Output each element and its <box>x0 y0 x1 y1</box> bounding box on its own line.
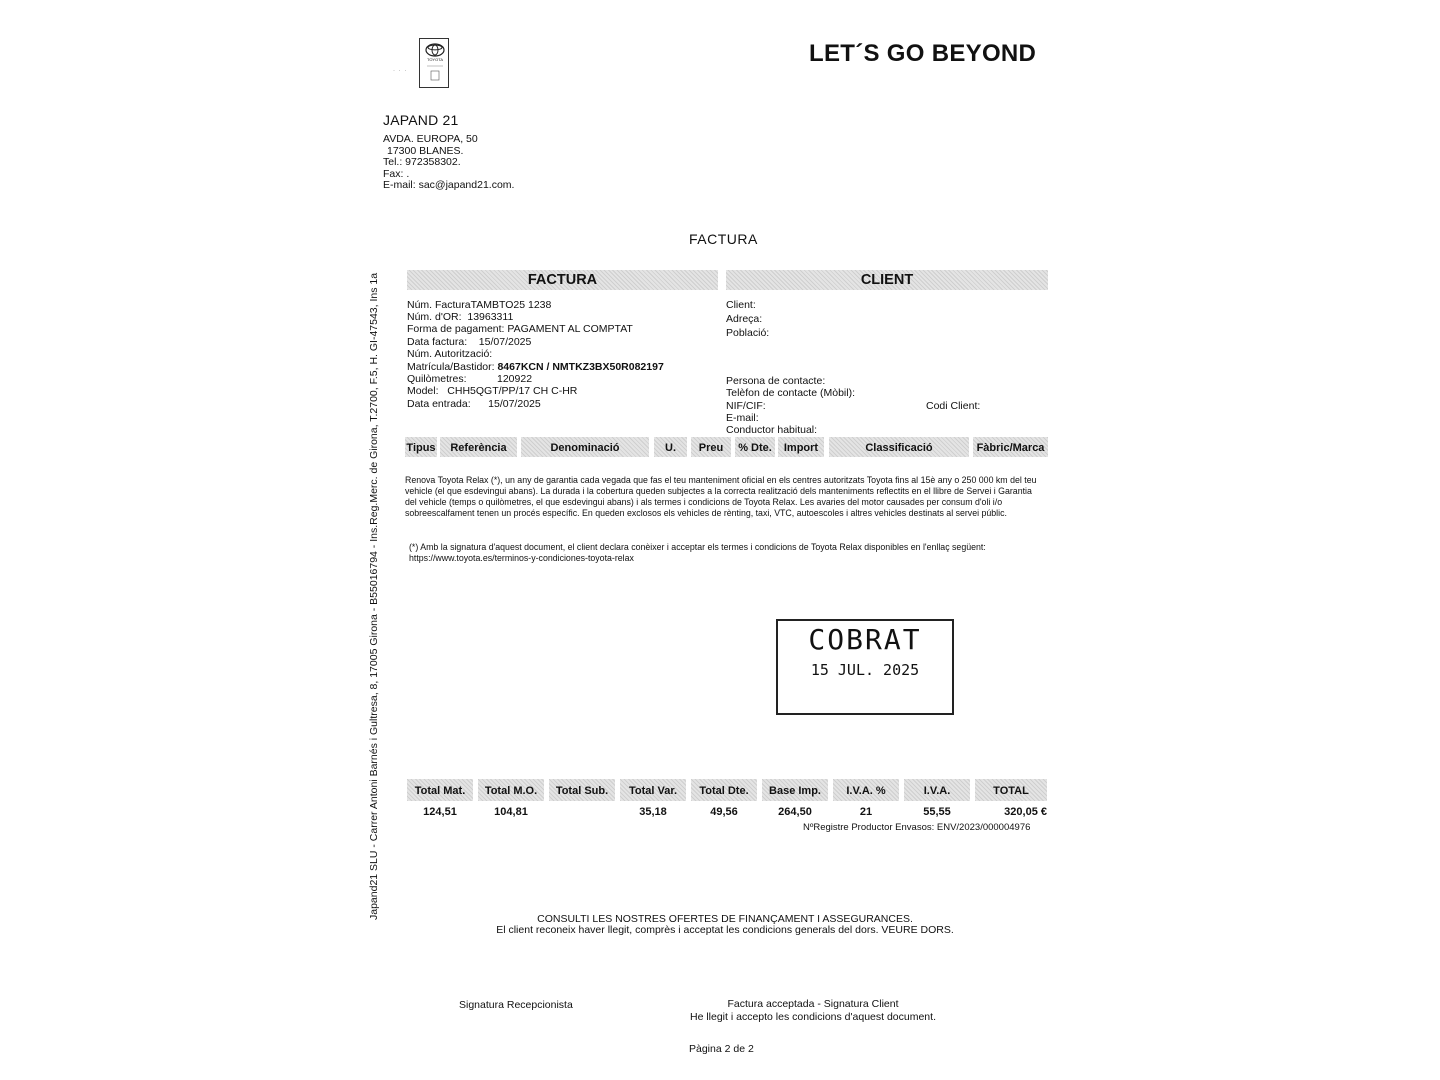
invoice-row-number: Núm. FacturaTAMBTO25 1238 <box>407 299 552 311</box>
invoice-row-date: Data factura: 15/07/2025 <box>407 336 532 348</box>
column-header-brand: Fàbric/Marca <box>973 437 1048 457</box>
totals-value-vat-rate: 21 <box>859 806 873 818</box>
client-email-label: E-mail: <box>726 412 759 424</box>
totals-header-base: Base Imp. <box>762 779 828 801</box>
totals-header-subcontract: Total Sub. <box>549 779 615 801</box>
svg-text:TOYOTA: TOYOTA <box>426 57 444 62</box>
document-title: FACTURA <box>689 231 758 247</box>
paid-stamp <box>776 619 954 715</box>
toyota-relax-terms-note: (*) Amb la signatura d'aquest document, el client declara conèixer i acceptar els termes i condicions de Toyota Relax disponibles en l'enllaç següent: https://www.toyota.es/terminos-y-condiciones-toyota-relax <box>409 542 986 563</box>
column-header-preu: Preu <box>691 437 731 457</box>
company-fax: Fax: . <box>383 168 410 180</box>
company-email: E-mail: sac@japand21.com. <box>383 179 515 191</box>
client-city-label: Població: <box>726 327 770 339</box>
slogan: LET´S GO BEYOND <box>809 40 1037 67</box>
invoice-row-km-value: 120922 <box>497 373 533 385</box>
column-header-import: Import <box>778 437 824 457</box>
invoice-section-header: FACTURA <box>407 270 718 290</box>
totals-header-vat-rate: I.V.A. % <box>833 779 899 801</box>
totals-value-labour: 104,81 <box>494 806 528 818</box>
client-signature-label: Factura acceptada - Signatura Client <box>727 998 899 1010</box>
company-city: 17300 BLANES. <box>387 145 464 157</box>
invoice-row-payment: Forma de pagament: PAGAMENT AL COMPTAT <box>407 323 633 335</box>
column-header-classificacio: Classificació <box>829 437 969 457</box>
toyota-relax-note: Renova Toyota Relax (*), un any de garantia cada vegada que fas el teu manteniment oficial en els centres autoritzats Toyota fins al 15è any o 250 000 km del teu vehicle (el que esdevingui abans). La durada i la cobertura queden subjectes a la correcta realització dels manteniments reflectits en el llibre de Servei i Garantia del vehicle (temps o quilòmetres, el que esdevingui abans) i als termes i condicions de Toyota Relax. Les avaries del motor causades per consum d'oli i/o sobreescalfament tenen un procés específic. En queden exclosos els vehicles de rènting, taxi, VTC, autoescoles i altres vehicles destinats al servei públic. <box>405 475 1037 518</box>
invoice-row-entry-date: Data entrada: 15/07/2025 <box>407 398 541 410</box>
company-name: JAPAND 21 <box>383 112 459 128</box>
totals-value-total: 320,05 € <box>1004 806 1047 818</box>
column-header-denominacio: Denominació <box>521 437 649 457</box>
conditions-acceptance-line: El client reconeix haver llegit, comprès i acceptat les condicions generals del dors. VEURE DORS. <box>496 924 954 936</box>
invoice-row-authorization: Núm. Autorització: <box>407 348 493 360</box>
client-nif-label: NIF/CIF: <box>726 400 766 412</box>
totals-value-various: 35,18 <box>639 806 667 818</box>
page-number: Pàgina 2 de 2 <box>689 1043 754 1055</box>
totals-header-total: TOTAL <box>975 779 1047 801</box>
receptionist-signature-label: Signatura Recepcionista <box>459 999 573 1011</box>
stamp-title: COBRAT <box>808 623 922 656</box>
company-tel: Tel.: 972358302. <box>383 156 461 168</box>
totals-header-materials: Total Mat. <box>407 779 473 801</box>
column-header-referencia: Referència <box>440 437 517 457</box>
column-header-tipus: Tipus <box>405 437 437 457</box>
company-registry-side-text: Japand21 SLU - Carrer Antoni Barnés i Gultresa, 8, 17005 Girona - B55016794 - Ins.Reg.Merc. de Girona, T.2700, F.5, H. GI-47543, Ins 1a <box>368 272 380 920</box>
client-address-label: Adreça: <box>726 313 763 325</box>
totals-value-base: 264,50 <box>778 806 812 818</box>
financing-offer-line: CONSULTI LES NOSTRES OFERTES DE FINANÇAMENT I ASSEGURANCES. <box>537 913 913 925</box>
client-driver-label: Conductor habitual: <box>726 424 818 436</box>
totals-header-various: Total Var. <box>620 779 686 801</box>
column-header-discount: % Dte. <box>735 437 775 457</box>
toyota-logo-icon <box>419 38 449 88</box>
invoice-row-plate: Matrícula/Bastidor: 8467KCN / NMTKZ3BX50R082197 <box>407 361 664 373</box>
column-header-units: U. <box>654 437 687 457</box>
client-signature-note: He llegit i accepto les condicions d'aquest document. <box>690 1011 936 1023</box>
invoice-row-km: Quilòmetres: <box>407 373 467 385</box>
client-contact-label: Persona de contacte: <box>726 375 826 387</box>
totals-value-discount: 49,56 <box>710 806 738 818</box>
totals-value-materials: 124,51 <box>423 806 457 818</box>
invoice-row-or: Núm. d'OR: 13963311 <box>407 311 514 323</box>
company-address: AVDA. EUROPA, 50 <box>383 133 478 145</box>
totals-header-vat: I.V.A. <box>904 779 970 801</box>
client-code-label: Codi Client: <box>926 400 981 412</box>
packaging-registry: NºRegistre Productor Envasos: ENV/2023/000004976 <box>803 822 1031 833</box>
client-label: Client: <box>726 299 756 311</box>
totals-header-discount: Total Dte. <box>691 779 757 801</box>
scan-mark: · · · <box>393 68 408 74</box>
totals-value-vat: 55,55 <box>923 806 951 818</box>
invoice-row-model: Model: CHH5QGT/PP/17 CH C-HR <box>407 385 578 397</box>
totals-header-labour: Total M.O. <box>478 779 544 801</box>
stamp-date: 15 JUL. 2025 <box>810 661 920 679</box>
client-phone-label: Telèfon de contacte (Mòbil): <box>726 387 855 399</box>
client-section-header: CLIENT <box>726 270 1048 290</box>
